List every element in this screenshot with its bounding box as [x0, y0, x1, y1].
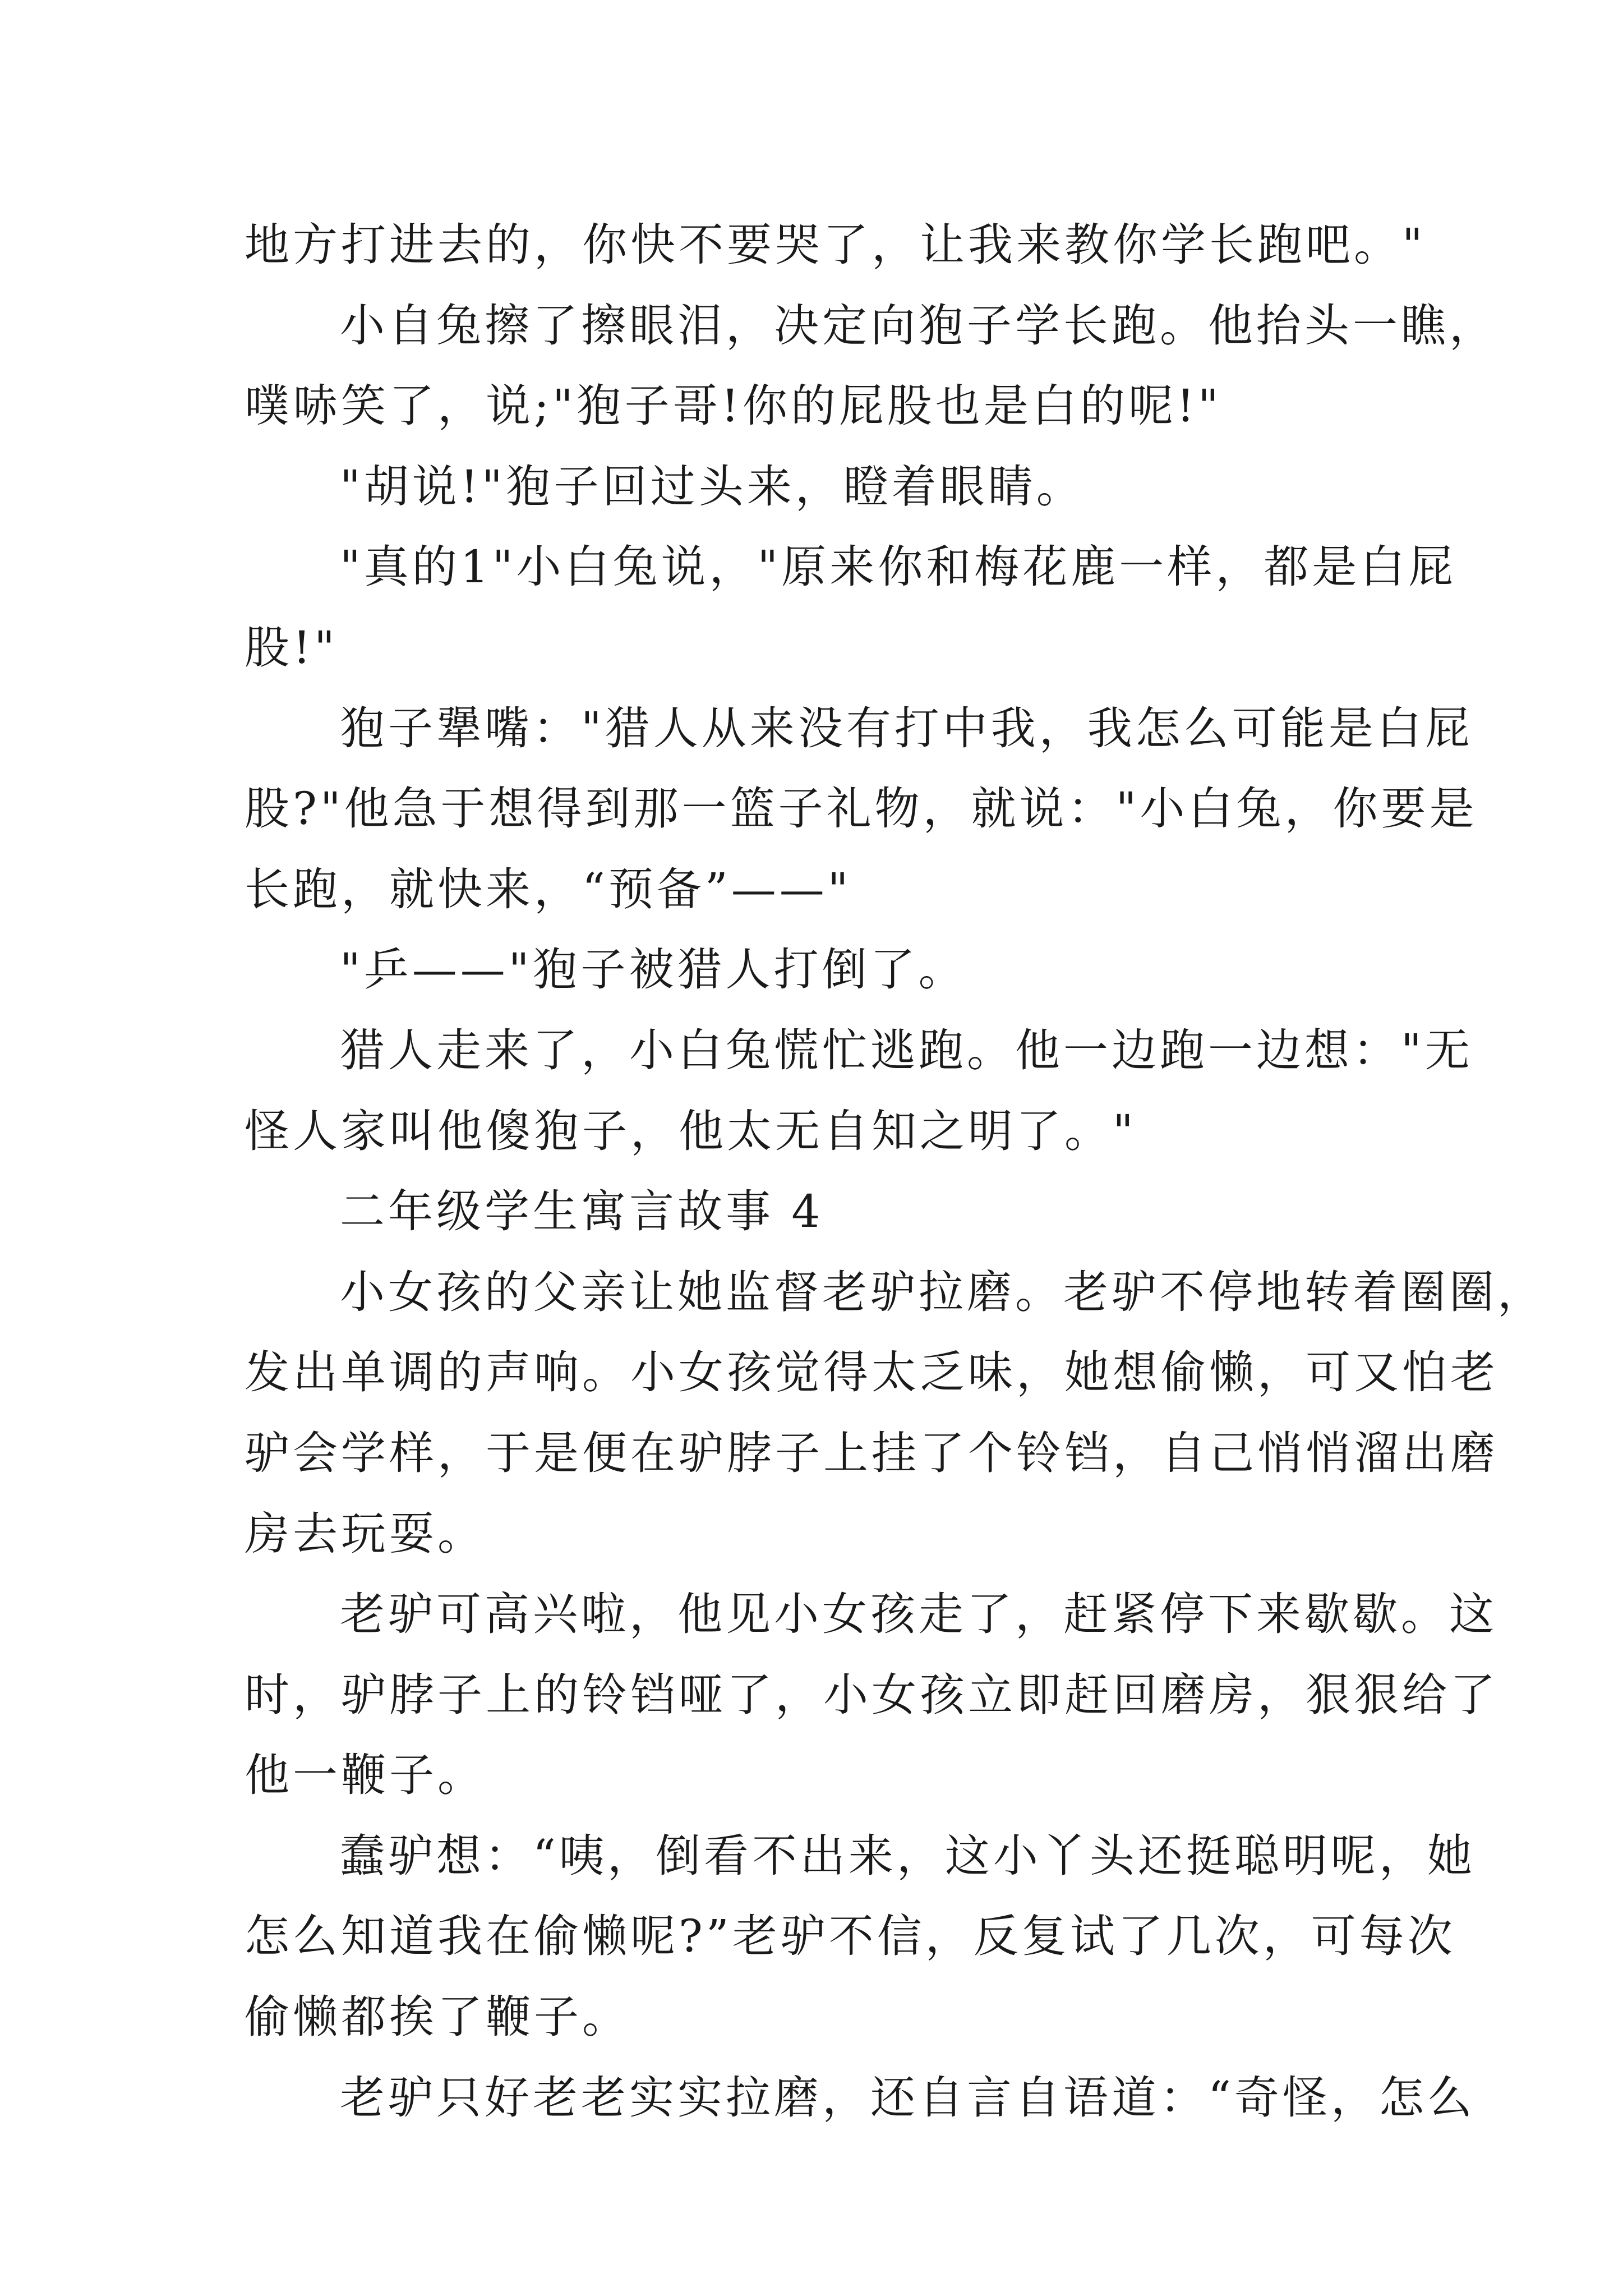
text-line: 发出单调的声响。小女孩觉得太乏味，她想偷懒，可又怕老 [245, 1346, 1498, 1399]
text-line: 小自兔擦了擦眼泪，决定向狍子学长跑。他抬头一瞧， [340, 299, 1497, 352]
story-text [245, 205, 1546, 2138]
text-line: 股!" [245, 621, 338, 674]
text-line: 股?"他急于想得到那一篮子礼物，就说："小白兔，你要是 [245, 783, 1478, 835]
text-line: 偷懒都挨了鞭子。 [245, 1991, 630, 2044]
text-line: 小女孩的父亲让她监督老驴拉磨。老驴不停地转着圈圈， [340, 1266, 1546, 1318]
text-line: 狍子犟嘴："猎人从来没有打中我，我怎么可能是白屁 [340, 702, 1473, 754]
text-line: 他一鞭子。 [245, 1749, 486, 1802]
text-line: 怎么知道我在偷懒呢?”老驴不信，反复试了几次，可每次 [245, 1910, 1456, 1963]
text-line: 蠢驴想：“咦，倒看不出来，这小丫头还挺聪明呢，她 [340, 1829, 1476, 1882]
text-line: "乒——"狍子被猎人打倒了。 [340, 944, 967, 996]
text-line: 老驴可高兴啦，他见小女孩走了，赶紧停下来歇歇。这 [340, 1588, 1497, 1641]
text-line: 时，驴脖子上的铃铛哑了，小女孩立即赶回磨房，狠狠给了 [245, 1668, 1498, 1721]
text-line: 怪人家叫他傻狍子，他太无自知之明了。" [245, 1105, 1137, 1157]
text-line: 房去玩耍。 [245, 1507, 486, 1560]
text-line: 老驴只好老老实实拉磨，还自言自语道：“奇怪，怎么 [340, 2071, 1476, 2124]
text-line: 地方打进去的，你快不要哭了，让我来教你学长跑吧。" [245, 219, 1426, 271]
text-line: 驴会学样，于是便在驴脖子上挂了个铃铛，自己悄悄溜出磨 [245, 1427, 1498, 1479]
section-heading: 二年级学生寓言故事 4 [340, 1185, 824, 1238]
text-line: "真的1"小白兔说，"原来你和梅花鹿一样，都是白屁 [340, 541, 1457, 593]
text-line: "胡说!"狍子回过头来，瞪着眼睛。 [340, 460, 1085, 513]
text-line: 长跑，就快来，“预备”——" [245, 863, 852, 915]
text-line: 噗哧笑了，说;"狍子哥!你的屁股也是白的呢!" [245, 380, 1222, 432]
text-line: 猎人走来了，小白兔慌忙逃跑。他一边跑一边想："无 [340, 1024, 1473, 1076]
